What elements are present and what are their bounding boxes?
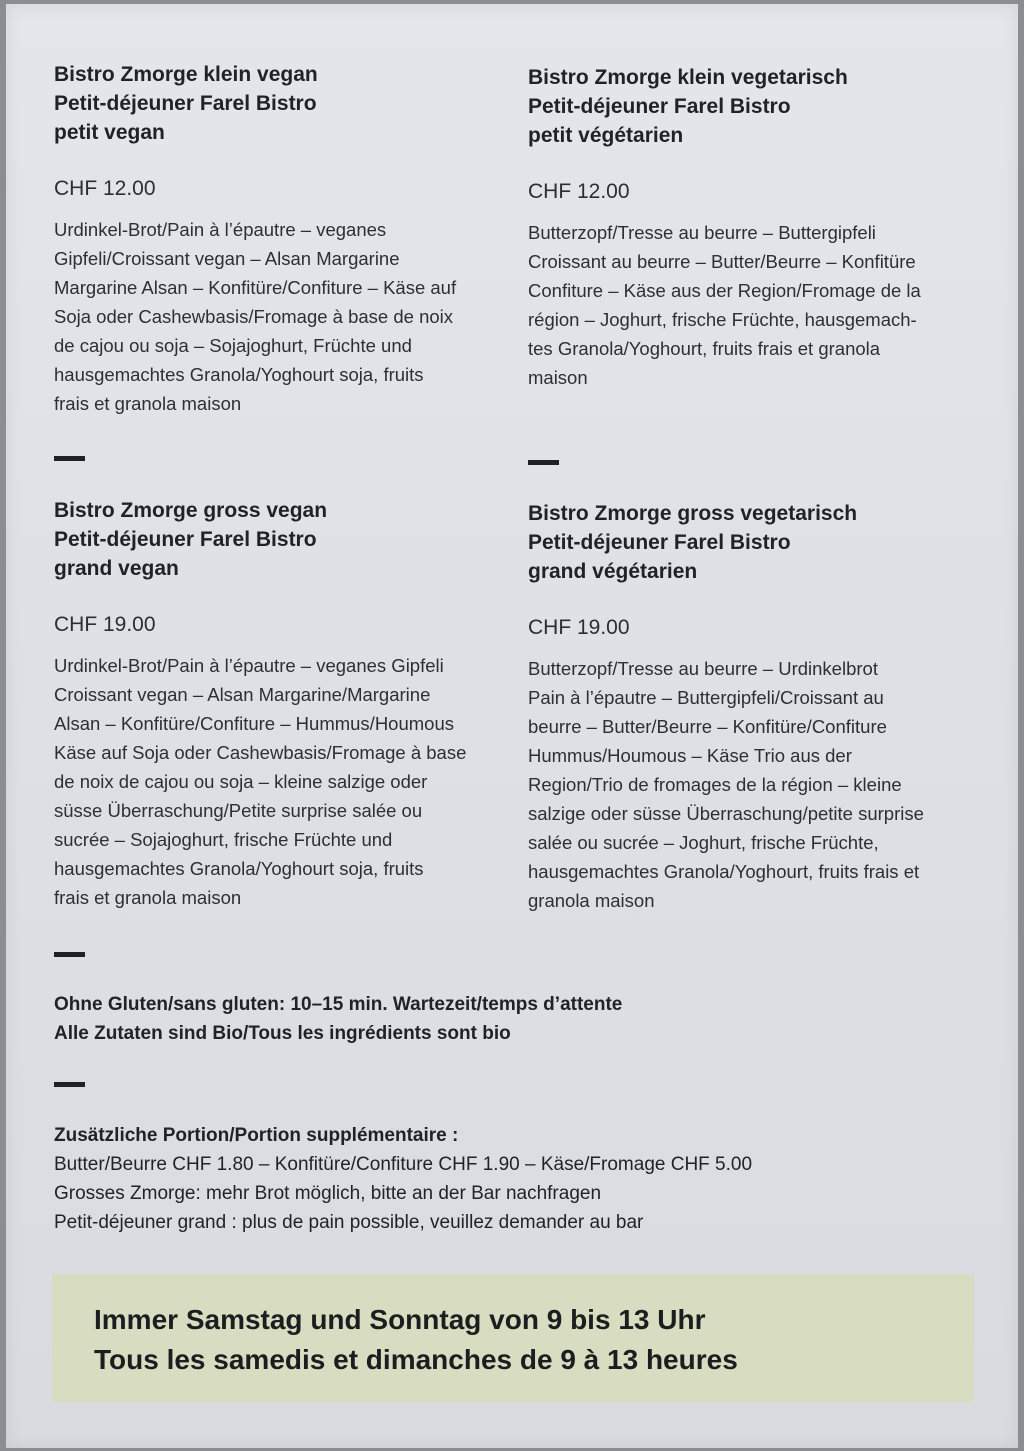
menu-item-large-vegan: [54, 496, 504, 912]
extras-heading: Zusätzliche Portion/Portion supplémentaire :: [54, 1125, 459, 1146]
divider-dash: [528, 460, 559, 465]
item-description: Butterzopf/Tresse au beurre – Urdinkelbrot Pain à l’épautre – Buttergipfeli/Croissant au beurre – Butter/Beurre – Konfitüre/Confiture Hummus/Houmous – Käse Trio aus der Region/Trio de fromages de la région – kleine salzige oder süsse Überraschung/petite surprise salée ou sucrée – Joghurt, frische Früchte, hausgemachtes Granola/Yoghourt, fruits frais et granola maison: [528, 658, 924, 911]
item-title: Bistro Zmorge gross vegetarisch Petit-déjeuner Farel Bistro grand végétarien: [528, 502, 858, 583]
item-title: Bistro Zmorge klein vegan Petit-déjeuner Farel Bistro petit vegan: [54, 63, 318, 144]
bio-note: Alle Zutaten sind Bio/Tous les ingrédients sont bio: [54, 1023, 511, 1044]
divider-dash: [54, 952, 85, 957]
gluten-note: Ohne Gluten/sans gluten: 10–15 min. Wartezeit/temps d’attente: [54, 994, 623, 1015]
menu-item-small-vegetarian: [528, 63, 978, 392]
opening-hours-de: Immer Samstag und Sonntag von 9 bis 13 Uhr: [94, 1304, 706, 1335]
item-price: CHF 19.00: [528, 616, 630, 639]
extras-note-de: Grosses Zmorge: mehr Brot möglich, bitte an der Bar nachfragen: [54, 1183, 602, 1204]
item-description: Butterzopf/Tresse au beurre – Buttergipfeli Croissant au beurre – Butter/Beurre – Konfitüre Confiture – Käse aus der Region/Fromage de la région – Joghurt, frische Früchte, hausgemach- tes Granola/Yoghourt, fruits frais et granola maison: [528, 222, 921, 388]
item-price: CHF 19.00: [54, 613, 156, 636]
opening-hours-fr: Tous les samedis et dimanches de 9 à 13 heures: [94, 1344, 738, 1375]
opening-hours-banner: [52, 1274, 974, 1402]
item-title: Bistro Zmorge klein vegetarisch Petit-déjeuner Farel Bistro petit végétarien: [528, 66, 848, 147]
menu-item-large-vegetarian: [528, 499, 978, 915]
item-title: Bistro Zmorge gross vegan Petit-déjeuner Farel Bistro grand vegan: [54, 499, 328, 580]
extras-section: [54, 1121, 752, 1237]
item-price: CHF 12.00: [528, 180, 630, 203]
extras-note-fr: Petit-déjeuner grand : plus de pain possible, veuillez demander au bar: [54, 1212, 644, 1233]
item-description: Urdinkel-Brot/Pain à l’épautre – veganes Gipfeli/Croissant vegan – Alsan Margarine Margarine Alsan – Konfitüre/Confiture – Käse auf Soja oder Cashewbasis/Fromage à base de noix de cajou ou soja – Sojajoghurt, Früchte und hausgemachtes Granola/Yoghourt soja, fruits frais et granola maison: [54, 219, 457, 414]
item-description: Urdinkel-Brot/Pain à l’épautre – veganes Gipfeli Croissant vegan – Alsan Margarine/Margarine Alsan – Konfitüre/Confiture – Hummus/Houmous Käse auf Soja oder Cashewbasis/Fromage à base de noix de cajou ou soja – kleine salzige oder süsse Überraschung/Petite surprise salée ou sucrée – Sojajoghurt, frische Früchte und hausgemachtes Granola/Yoghourt soja, fruits frais et granola maison: [54, 655, 467, 908]
dietary-notes: [54, 990, 622, 1048]
divider-dash: [54, 456, 85, 461]
divider-dash: [54, 1082, 85, 1087]
item-price: CHF 12.00: [54, 177, 156, 200]
menu-item-small-vegan: [54, 60, 504, 418]
menu-card: [6, 4, 1018, 1448]
extras-prices: Butter/Beurre CHF 1.80 – Konfitüre/Confiture CHF 1.90 – Käse/Fromage CHF 5.00: [54, 1154, 753, 1175]
